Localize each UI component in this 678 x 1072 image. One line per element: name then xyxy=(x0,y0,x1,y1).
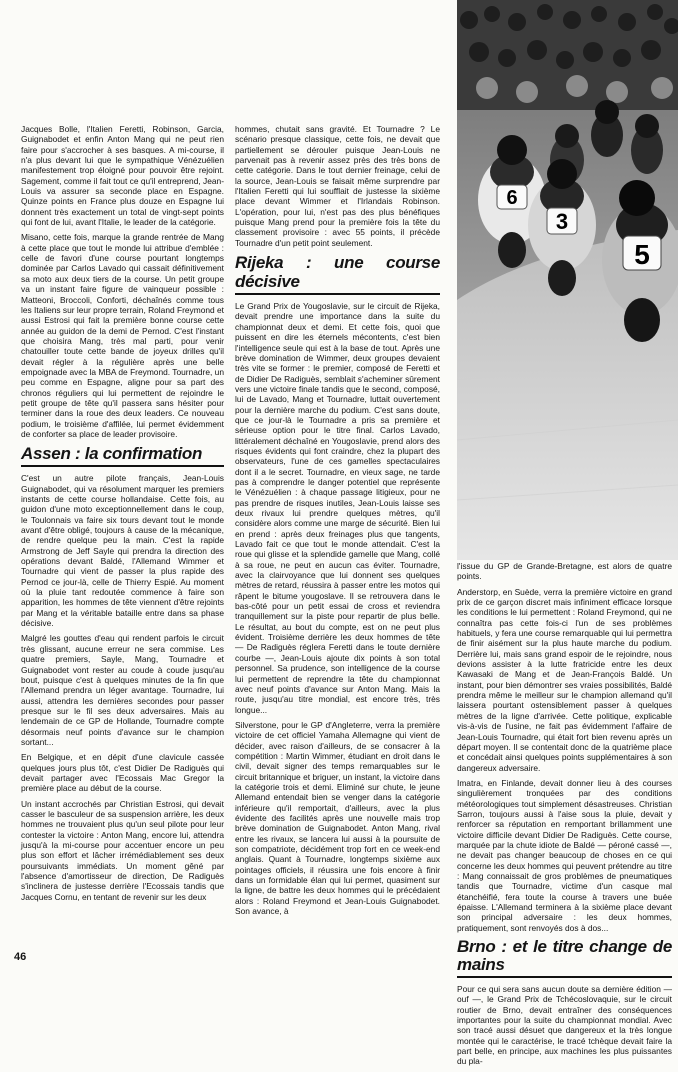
section-heading-assen: Assen : la confirmation xyxy=(21,444,224,467)
paragraph: Misano, cette fois, marque la grande rentrée de Mang à cette place que tout le monde lui attribue d'emblée : celle de favori d'une course pourtant longtemps dominée par Carlos Lavado qui cassait définitivement sa moto aux deux tiers de la course. Un petit groupe va un instant faire figure de vainqueur possible : Matteoni, Broccoli, Conforti, déchaînés comme tous les Italiens sur leur propre terrain, Roland Freymond et aussi Estrosi qui fait la première bonne course cette année au guidon de la demi de Pernod. C'est l'instant que choisira Mang, très mal parti, pour venir chatouiller toute cette bande de joyeux drilles qu'il devait régler à la régulière après une belle empoignade avec la MBA de Freymond. Tournadre, un peu comme en Espagne, aligne pour sa part des chronos réguliers qui lui permettent de rejoindre le petit groupe de tête qu'il passera sans hésiter pour terminer dans la roue des deux leaders. Ce nouveau podium, le troisième d'affilée, lui permet évidemment de conforter sa place de leader provisoire. xyxy=(21,232,224,439)
column-1 xyxy=(21,124,224,907)
paragraph: En Belgique, et en dépit d'une clavicule cassée quelques jours plus tôt, c'est Didier De Radiguès qui devait partager avec l'Ecossais Mac Gregor la première place au début de la course. xyxy=(21,752,224,794)
page-number: 46 xyxy=(14,951,27,963)
column-2 xyxy=(235,124,440,921)
bike-number: 3 xyxy=(555,209,569,234)
paragraph: Le Grand Prix de Yougoslavie, sur le circuit de Rijeka, devait prendre une importance dans la suite du championnat deux et demi. Et cette fois, quoi que puissent en dire les éternels mécontents, c'est bien l'intelligence seule qui est à la base de tout. Après une brève domination de Wimmer, deux groupes devaient très vite se former : le premier, composé de Feretti et de Didier De Radiguès, semblait s'acheminer sûrement vers une victoire finale tandis que le second, composé, lui de Lavado, Mang et Tournadre, luttait ouvertement pour la dernière marche du podium. C'est sans doute, que ce jour-là le Tournadre a pris sa première et sérieuse option pour le titre final. Carlos Lavado, littéralement déchaîné en Yougoslavie, prend alors des risques évidents qui font craindre, chez la plupart des observateurs, l'une de ces gamelles spectaculaires dont il a le secret. Tournadre, en vieux sage, ne tarde pas à comprendre le danger potentiel que représente le Vénézuélien : à chaque passage litigieux, pour ne pas prendre de risques inutiles, Jean-Louis laisse ses deux rivaux lui prendre quelques mètres, qu'il considère alors comme une marge de sécurité. Bien lui en prend : après deux freinages plus que tangents, Lavado fait ce que tout le monde attendait. C'est la roue qui glisse et la splendide gamelle que Mang, collé à sa roue, ne peut en aucun cas éviter. Tournadre, avec la clairvoyance que lui donnent ses quelques mètres de retard, réussira à passer entre les motos qui râpent le bitume yougoslave. Il se retrouvera dans le bas-côté pour un petit essai de cross et reviendra tranquillement sur la piste pour repartir de plus belle. Le résultat, au bout du compte, est on ne peut plus évident. Troisième derrière les deux hommes de tête — De Radiguès réglera Feretti dans le toute dernière courbe —, Jean-Louis ajoute dix points à son total personnel. Sa prudence, son intelligence de la course lui permettent de reprendre la tête du championnat avec neuf points d'avance sur Anton Mang. Mais la route, jusqu'au titre mondial, est encore très, très longue... xyxy=(235,301,440,715)
paragraph: Anderstorp, en Suède, verra la première victoire en grand prix de ce garçon discret mais infiniment efficace lorsque les conditions le lui permettent : Roland Freymond, qui ne connaîtra pas cette fois-ci l'un de ses problèmes habituels, y fera une course remarquable qui lui permettra de finir aisément sur la plus haute marche du podium. Derrière lui, mais sans grand espoir de le rejoindre, nous devions assister à la lutte fratricide entre les deux Kawasaki de Mang et de Jean-François Baldé. Un instant, pour bien démontrer ses vraies possibilités, Baldé prendra même le meilleur sur le champion allemand qu'il laissera pourtant ostensiblement passer à quelques mètres de la ligne d'arrivée. Cette politique, explicable vis-à-vis de l'usine, ne fait pas évidemment l'affaire de Jean-Louis Tournadre, qui était fort bien revenu après un départ moyen. Il se contentait donc de la quatrième place et concédait ainsi quelques points supplémentaires à son dangereux adversaire. xyxy=(457,586,672,773)
paragraph: Jacques Bolle, l'Italien Feretti, Robinson, Garcia, Guignabodet et enfin Anton Mang qui ne peut rien faire pour s'accrocher à ses basques. A mi-course, il n'a plus devant lui que le sympathique Vénézuélien manifestement trop éloigné pour pouvoir être rejoint. Sagement, comme il fait tout ce qu'il entreprend, Jean-Louis va assurer sa seconde place en Espagne. Quinze points en France plus douze en Espagne lui donnent très exactement un total de vingt-sept points qui font de lui, avant l'Italie, le leader de la catégorie. xyxy=(21,124,224,228)
motorcycle-race-image xyxy=(457,0,678,560)
paragraph: Silverstone, pour le GP d'Angleterre, verra la première victoire de cet officiel Yamaha Allemagne qui vient de décider, avec raison d'ailleurs, de se consacrer à la compétition : Martin Wimmer, étudiant en droit dans le civil, devait signer des temps remarquables sur le circuit britannique et briguer, un instant, la victoire dans la catégorie trois et demi. Eliminé sur chute, le jeune Allemand entendait bien se venger dans la catégorie inférieure qu'il remportait, d'ailleurs, avec la plus évidente des facilités après une nouvelle mais trop brève domination de Guignabodet. Anton Mang, rival entre les rivaux, se lancera lui aussi à la poursuite de son compatriote, décidément trop fort en ce week-end anglais. Quant à Tournadre, longtemps sixième aux pointages officiels, il réussira une fois encore à finir dans un formidable élan qui lui permet, quasiment sur la ligne, de battre les deux hommes qui le précédaient alors : Roland Freymond et Jean-Louis Guignabodet. Son avance, à xyxy=(235,719,440,917)
paragraph: hommes, chutait sans gravité. Et Tournadre ? Le scénario presque classique, cette fois, ne devait que partiellement se dérouler puisque Jean-Louis ne parvenait pas à revenir assez près des très bons de cette catégorie. Dans le tout dernier freinage, celui de la source, Jean-Louis se faisait même surprendre par l'Italien Feretti qui lui soufflait de justesse la sixième place devant Wimmer et l'Irlandais Robinson. L'opération, pour lui, n'est pas des plus bénéfiques puisque Mang prend pour la première fois la tête du classement provisoire : avec 55 points, il précède Tournadre d'un petit point seulement. xyxy=(235,124,440,248)
paragraph: C'est un autre pilote français, Jean-Louis Guignabodet, qui va résolument marquer les premiers instants de cette course hollandaise. Cette fois, au guidon d'une moto exceptionnellement dans le coup, le Toulonnais va faire six tours devant tout le monde avant d'être obligé, toujours à cause de la mécanique, de rendre quelque peu la main. C'est la rapide Armstrong de Jeff Sayle qui prendra la direction des opérations devant Baldé, l'Allemand Wimmer et Tournadre qui vient de passer la plus rapide des Pernod ce jour-là, celle de Thierry Espié. Au moment où la pluie tant redoutée commence à faire son apparition, les hommes de tête viennent d'être rejoints par Mang et la véritable bataille entre dans sa phase décisive. xyxy=(21,473,224,629)
paragraph: l'issue du GP de Grande-Bretagne, est alors de quatre points. xyxy=(457,561,672,582)
bike-number: 5 xyxy=(634,239,650,270)
paragraph: Imatra, en Finlande, devait donner lieu à des courses singulièrement tronquées par des conditions météorologiques tout simplement désastreuses. Christian Sarron, toujours aussi à l'aise sous la pluie, devait y renforcer sa réputation en remportant brillamment une victoire difficile devant Didier De Radiguès. Cette course, marquée par la chute idiote de Baldé — péroné cassé —, ne devait pas changer beaucoup de choses en ce qui concerne les deux hommes qui peuvent prétendre au titre : Mang connaissait de gros problèmes de pneumatiques tandis que Tournadre, victime d'un casque mal étanchéifié, fera toute la course à travers une buée épaisse. L'Allemand terminera à la sixième place devant son principal adversaire : les deux hommes, pratiquement, sont renvoyés dos à dos... xyxy=(457,777,672,933)
column-3 xyxy=(457,561,672,1072)
paragraph: Un instant accrochés par Christian Estrosi, qui devait casser le basculeur de sa suspension arrière, les deux hommes ne trouvaient plus qu'un seul pilote pour leur contester la victoire : Anton Mang, encore lui, attendra jusqu'à la mi-course pour accentuer encore un peu plus son effort et lâcher irrémédiablement ses deux poursuivants immédiats. Un moment gêné par l'absence d'amortisseur de direction, De Radiguès s'inclinera de justesse derrière l'Ecossais tandis que Jacques Cornu, en tentant de revenir sur les deux xyxy=(21,798,224,902)
section-heading-rijeka: Rijeka : une course décisive xyxy=(235,253,440,295)
race-photo xyxy=(457,0,678,560)
paragraph: Malgré les gouttes d'eau qui rendent parfois le circuit très glissant, aucune erreur ne sera commise. Les quatre premiers, Sayle, Mang, Tournadre et Guignabodet vont rester au coude à coude jusqu'au bout, puisque c'est à quelques minutes de la fin que l'Allemand prendra un léger avantage. Tournadre, lui aussi, attendra les dernières secondes pour passer presque sur le fil ses deux adversaires. Mais au lendemain de ce GP de Hollande, Tournadre compte désormais neuf points d'avance sur le champion sortant... xyxy=(21,633,224,747)
paragraph: Pour ce qui sera sans aucun doute sa dernière édition — ouf —, le Grand Prix de Tchécoslovaquie, sur le circuit routier de Brno, devait entraîner des conséquences importantes pour la suite du championnat mondial. Avec son tracé aussi désuet que dangereux et la très longue montée qui le caractérise, le tracé tchèque devait faire la part belle, en principe, aux machines les plus puissantes du pla- xyxy=(457,984,672,1067)
bike-number: 6 xyxy=(506,187,518,209)
section-heading-brno: Brno : et le titre change de mains xyxy=(457,938,672,978)
